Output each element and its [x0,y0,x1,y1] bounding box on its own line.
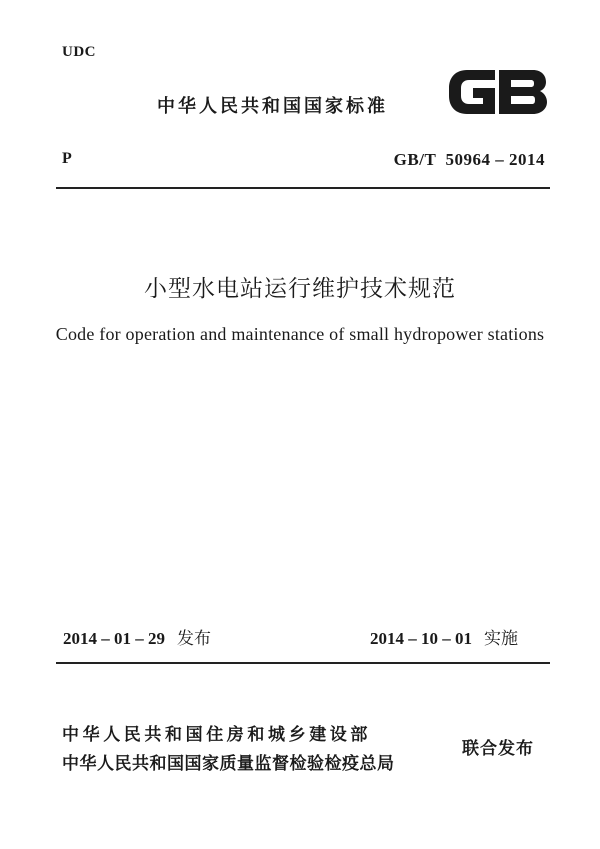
standard-type: 中华人民共和国国家标准 [157,96,388,117]
implement-date: 2014 – 10 – 01 [370,629,472,648]
title-chinese: 小型水电站运行维护技术规范 [144,276,456,302]
gb-logo [445,64,549,120]
issuer-aqsiq: 中华人民共和国国家质量监督检验检疫总局 [62,754,395,774]
classification-code: P [62,150,72,167]
udc-label: UDC [62,44,96,60]
gb-logo-letter-g [449,70,495,114]
issuer-ministry-housing: 中华人民共和国住房和城乡建设部 [62,725,371,745]
top-divider [56,187,550,189]
issue-date: 2014 – 01 – 29 [63,629,165,648]
issue-date-row [63,624,211,649]
joint-issue-label: 联合发布 [462,739,534,759]
implement-date-row [370,624,518,649]
gb-logo-letter-b [499,70,547,114]
standard-number: GB/T 50964 – 2014 [393,150,545,169]
implement-label: 实施 [484,629,518,649]
title-english: Code for operation and maintenance of small hydropower stations [55,324,545,344]
bottom-divider [56,662,550,664]
issue-label: 发布 [177,629,211,649]
